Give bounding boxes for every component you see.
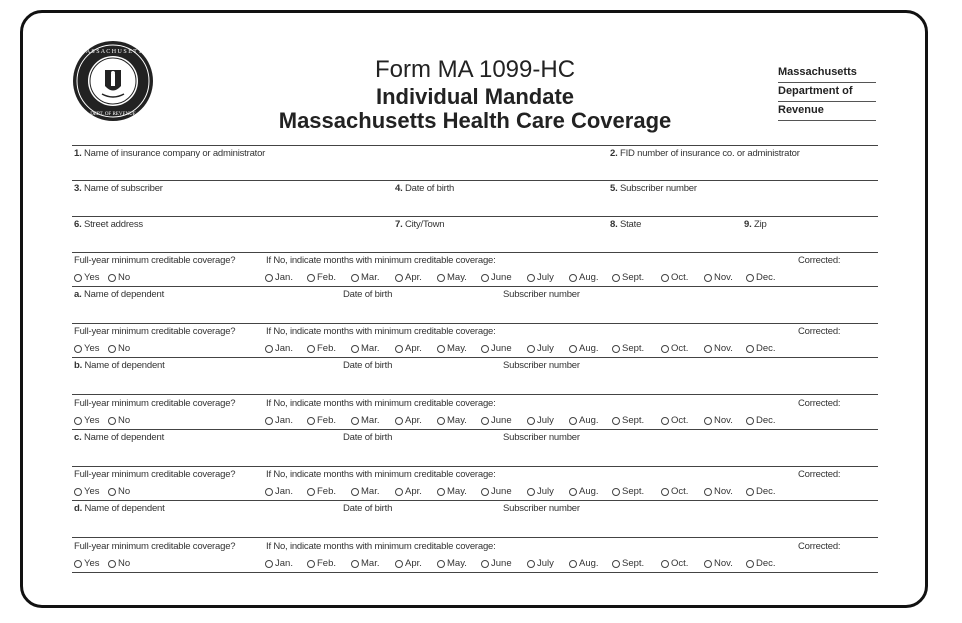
- yes-option[interactable]: [74, 343, 100, 354]
- month-option-radio[interactable]: [704, 274, 712, 282]
- month-option-text: Aug.: [579, 415, 599, 426]
- dependent-subscriber-label[interactable]: Subscriber number: [503, 503, 580, 514]
- yes-option-radio[interactable]: [74, 274, 82, 282]
- department-line-2: Department of: [778, 83, 876, 102]
- month-option[interactable]: [527, 558, 554, 569]
- month-option-text: July: [537, 272, 554, 283]
- dependent-dob-label[interactable]: Date of birth: [343, 289, 393, 300]
- no-option[interactable]: [108, 272, 130, 283]
- month-option[interactable]: [612, 343, 644, 354]
- no-option[interactable]: [108, 558, 130, 569]
- yes-option-text: Yes: [84, 486, 100, 497]
- month-option[interactable]: [395, 272, 422, 283]
- no-option-radio[interactable]: [108, 560, 116, 568]
- month-option[interactable]: [704, 415, 733, 426]
- month-option-text: May.: [447, 558, 467, 569]
- month-option[interactable]: [307, 272, 336, 283]
- yes-option-radio[interactable]: [74, 345, 82, 353]
- no-option[interactable]: [108, 343, 130, 354]
- month-option-radio[interactable]: [307, 417, 315, 425]
- month-option[interactable]: [612, 558, 644, 569]
- month-option-radio[interactable]: [481, 560, 489, 568]
- month-option-text: Apr.: [405, 272, 422, 283]
- month-option[interactable]: [351, 272, 379, 283]
- month-option-text: Nov.: [714, 486, 733, 497]
- month-option[interactable]: [437, 486, 467, 497]
- field-8-label[interactable]: 8. State: [610, 219, 642, 230]
- month-option-text: Nov.: [714, 415, 733, 426]
- month-option[interactable]: [746, 343, 776, 354]
- month-option-radio[interactable]: [704, 560, 712, 568]
- month-option[interactable]: [661, 343, 688, 354]
- month-option[interactable]: [307, 486, 336, 497]
- month-option[interactable]: [527, 486, 554, 497]
- month-option[interactable]: [704, 558, 733, 569]
- yes-option[interactable]: [74, 486, 100, 497]
- month-option-text: May.: [447, 415, 467, 426]
- rule: [72, 252, 878, 253]
- month-option-text: Apr.: [405, 343, 422, 354]
- month-option-text: Aug.: [579, 486, 599, 497]
- month-option-radio[interactable]: [612, 488, 620, 496]
- svg-text:M A S S A C H U S E T T S: M A S S A C H U S E T T S: [79, 49, 147, 55]
- month-option-radio[interactable]: [395, 345, 403, 353]
- month-option-radio[interactable]: [569, 560, 577, 568]
- month-option-text: Nov.: [714, 343, 733, 354]
- dependent-dob-label[interactable]: Date of birth: [343, 503, 393, 514]
- month-option-text: Jan.: [275, 343, 293, 354]
- month-option-text: Oct.: [671, 415, 689, 426]
- field-6-label[interactable]: 6. Street address: [74, 219, 143, 230]
- month-option-radio[interactable]: [307, 488, 315, 496]
- rule: [72, 357, 878, 358]
- month-option-text: July: [537, 486, 554, 497]
- rule: [72, 429, 878, 430]
- month-option-text: Jan.: [275, 486, 293, 497]
- department-block: [778, 64, 876, 121]
- months-question: If No, indicate months with minimum creditable coverage:: [266, 326, 496, 337]
- month-option[interactable]: [569, 486, 599, 497]
- month-option-text: Oct.: [671, 486, 689, 497]
- month-option-text: June: [491, 486, 512, 497]
- full-year-question: Full-year minimum creditable coverage?: [74, 326, 236, 337]
- month-option[interactable]: [307, 343, 336, 354]
- no-option-radio[interactable]: [108, 417, 116, 425]
- corrected-label: Corrected:: [798, 469, 841, 480]
- field-4-label[interactable]: 4. Date of birth: [395, 183, 455, 194]
- month-option-text: Jan.: [275, 415, 293, 426]
- month-option-radio[interactable]: [395, 274, 403, 282]
- month-option-text: Nov.: [714, 558, 733, 569]
- yes-option-text: Yes: [84, 558, 100, 569]
- month-option-radio[interactable]: [395, 417, 403, 425]
- month-option[interactable]: [307, 558, 336, 569]
- month-option-text: Dec.: [756, 343, 776, 354]
- month-option-text: Dec.: [756, 272, 776, 283]
- corrected-label: Corrected:: [798, 541, 841, 552]
- month-option[interactable]: [746, 486, 776, 497]
- month-option-radio[interactable]: [437, 345, 445, 353]
- no-option-text: No: [118, 343, 131, 354]
- dependent-dob-label[interactable]: Date of birth: [343, 360, 393, 371]
- month-option[interactable]: [351, 415, 379, 426]
- month-option-radio[interactable]: [527, 417, 535, 425]
- month-option-radio[interactable]: [661, 274, 669, 282]
- month-option[interactable]: [704, 343, 733, 354]
- month-option-text: Apr.: [405, 415, 422, 426]
- month-option-text: Mar.: [361, 272, 380, 283]
- month-option[interactable]: [704, 272, 733, 283]
- no-option-radio[interactable]: [108, 274, 116, 282]
- month-option[interactable]: [395, 558, 422, 569]
- month-option-radio[interactable]: [746, 274, 754, 282]
- dependent-dob-label[interactable]: Date of birth: [343, 432, 393, 443]
- dependent-name-label[interactable]: d. Name of dependent: [74, 503, 165, 514]
- dependent-subscriber-label[interactable]: Subscriber number: [503, 360, 580, 371]
- month-option[interactable]: [746, 558, 776, 569]
- month-option-radio[interactable]: [661, 417, 669, 425]
- months-question: If No, indicate months with minimum creditable coverage:: [266, 398, 496, 409]
- month-option-radio[interactable]: [746, 560, 754, 568]
- no-option-text: No: [118, 486, 131, 497]
- full-year-question: Full-year minimum creditable coverage?: [74, 541, 236, 552]
- month-option[interactable]: [351, 486, 379, 497]
- month-option-radio[interactable]: [569, 345, 577, 353]
- field-7-label[interactable]: 7. City/Town: [395, 219, 445, 230]
- month-option-text: June: [491, 558, 512, 569]
- month-option-text: Apr.: [405, 558, 422, 569]
- field-1-label[interactable]: 1. Name of insurance company or administrator: [74, 148, 266, 159]
- month-option[interactable]: [395, 486, 422, 497]
- month-option-radio[interactable]: [351, 417, 359, 425]
- month-option[interactable]: [395, 415, 422, 426]
- month-option[interactable]: [612, 415, 644, 426]
- month-option[interactable]: [351, 343, 379, 354]
- month-option-text: May.: [447, 343, 467, 354]
- month-option-radio[interactable]: [527, 345, 535, 353]
- month-option-text: Jan.: [275, 272, 293, 283]
- yes-option-text: Yes: [84, 415, 100, 426]
- no-option[interactable]: [108, 486, 130, 497]
- month-option[interactable]: [481, 415, 512, 426]
- month-option-text: Mar.: [361, 415, 380, 426]
- month-option-radio[interactable]: [704, 417, 712, 425]
- month-option-text: July: [537, 415, 554, 426]
- month-option-radio[interactable]: [307, 560, 315, 568]
- month-option-radio[interactable]: [437, 274, 445, 282]
- month-option[interactable]: [661, 415, 688, 426]
- yes-option-text: Yes: [84, 343, 100, 354]
- month-option-radio[interactable]: [481, 274, 489, 282]
- month-option-radio[interactable]: [265, 417, 273, 425]
- month-option-radio[interactable]: [307, 274, 315, 282]
- month-option-radio[interactable]: [265, 345, 273, 353]
- no-option-text: No: [118, 272, 131, 283]
- month-option-text: Aug.: [579, 343, 599, 354]
- month-option-radio[interactable]: [704, 488, 712, 496]
- month-option-text: Mar.: [361, 486, 380, 497]
- month-option-text: Dec.: [756, 486, 776, 497]
- month-option-radio[interactable]: [661, 345, 669, 353]
- yes-option[interactable]: [74, 272, 100, 283]
- month-option-text: May.: [447, 486, 467, 497]
- yes-option-radio[interactable]: [74, 488, 82, 496]
- dependent-name-label[interactable]: c. Name of dependent: [74, 432, 165, 443]
- rule: [72, 145, 878, 146]
- month-option[interactable]: [746, 415, 776, 426]
- rule: [72, 537, 878, 538]
- form-subtitle-1: Individual Mandate: [375, 84, 575, 109]
- month-option-radio[interactable]: [265, 560, 273, 568]
- month-option-text: Jan.: [275, 558, 293, 569]
- month-option[interactable]: [437, 343, 467, 354]
- month-option[interactable]: [527, 415, 554, 426]
- yes-option-radio[interactable]: [74, 560, 82, 568]
- department-line-1: Massachusetts: [778, 64, 876, 83]
- month-option-text: Sept.: [622, 486, 645, 497]
- month-option[interactable]: [481, 343, 512, 354]
- rule: [72, 466, 878, 467]
- corrected-label: Corrected:: [798, 326, 841, 337]
- full-year-question: Full-year minimum creditable coverage?: [74, 398, 236, 409]
- month-option-radio[interactable]: [612, 560, 620, 568]
- month-option-text: Feb.: [317, 272, 337, 283]
- month-option-radio[interactable]: [661, 560, 669, 568]
- months-question: If No, indicate months with minimum creditable coverage:: [266, 541, 496, 552]
- month-option-radio[interactable]: [437, 488, 445, 496]
- month-option-radio[interactable]: [612, 345, 620, 353]
- month-option-text: Oct.: [671, 272, 689, 283]
- month-option[interactable]: [527, 343, 554, 354]
- month-option-radio[interactable]: [612, 417, 620, 425]
- yes-option-radio[interactable]: [74, 417, 82, 425]
- month-option[interactable]: [569, 343, 599, 354]
- month-option-text: Aug.: [579, 558, 599, 569]
- month-option[interactable]: [661, 558, 688, 569]
- month-option-text: Dec.: [756, 415, 776, 426]
- month-option-radio[interactable]: [395, 560, 403, 568]
- month-option-radio[interactable]: [437, 417, 445, 425]
- month-option-radio[interactable]: [746, 345, 754, 353]
- month-option-radio[interactable]: [265, 488, 273, 496]
- month-option-radio[interactable]: [481, 488, 489, 496]
- month-option-text: Nov.: [714, 272, 733, 283]
- yes-option-text: Yes: [84, 272, 100, 283]
- no-option-radio[interactable]: [108, 488, 116, 496]
- month-option[interactable]: [265, 272, 293, 283]
- month-option[interactable]: [395, 343, 422, 354]
- month-option[interactable]: [481, 558, 512, 569]
- month-option-radio[interactable]: [661, 488, 669, 496]
- month-option-radio[interactable]: [265, 274, 273, 282]
- no-option-text: No: [118, 415, 131, 426]
- month-option[interactable]: [661, 486, 688, 497]
- month-option[interactable]: [661, 272, 688, 283]
- month-option-text: Sept.: [622, 415, 645, 426]
- dependent-name-label[interactable]: b. Name of dependent: [74, 360, 165, 371]
- month-option[interactable]: [265, 343, 293, 354]
- month-option[interactable]: [569, 558, 599, 569]
- month-option-text: Oct.: [671, 343, 689, 354]
- month-option-text: Aug.: [579, 272, 599, 283]
- massachusetts-seal-icon: [72, 40, 154, 122]
- month-option[interactable]: [265, 415, 293, 426]
- month-option-text: Feb.: [317, 343, 337, 354]
- month-option-radio[interactable]: [481, 417, 489, 425]
- field-3-label[interactable]: 3. Name of subscriber: [74, 183, 163, 194]
- yes-option[interactable]: [74, 558, 100, 569]
- month-option-text: Dec.: [756, 558, 776, 569]
- month-option-text: July: [537, 343, 554, 354]
- month-option-text: Mar.: [361, 343, 380, 354]
- corrected-label: Corrected:: [798, 255, 841, 266]
- dependent-subscriber-label[interactable]: Subscriber number: [503, 289, 580, 300]
- month-option-radio[interactable]: [351, 274, 359, 282]
- month-option-radio[interactable]: [527, 274, 535, 282]
- month-option-text: May.: [447, 272, 467, 283]
- month-option-text: Oct.: [671, 558, 689, 569]
- form-subtitle-2: Massachusetts Health Care Coverage: [278, 108, 672, 133]
- month-option-radio[interactable]: [569, 488, 577, 496]
- month-option-radio[interactable]: [527, 560, 535, 568]
- month-option[interactable]: [746, 272, 776, 283]
- rule: [72, 216, 878, 217]
- month-option-radio[interactable]: [527, 488, 535, 496]
- rule: [72, 394, 878, 395]
- month-option-radio[interactable]: [569, 417, 577, 425]
- no-option-radio[interactable]: [108, 345, 116, 353]
- month-option-text: Feb.: [317, 486, 337, 497]
- month-option-text: Sept.: [622, 343, 645, 354]
- month-option-text: Sept.: [622, 272, 645, 283]
- month-option[interactable]: [437, 272, 467, 283]
- rule: [72, 323, 878, 324]
- form-title: Form MA 1099-HC: [374, 56, 576, 83]
- no-option[interactable]: [108, 415, 130, 426]
- month-option[interactable]: [437, 558, 467, 569]
- month-option[interactable]: [351, 558, 379, 569]
- no-option-text: No: [118, 558, 131, 569]
- month-option[interactable]: [612, 272, 644, 283]
- month-option[interactable]: [569, 272, 599, 283]
- month-option[interactable]: [704, 486, 733, 497]
- month-option-radio[interactable]: [746, 488, 754, 496]
- field-5-label[interactable]: 5. Subscriber number: [610, 183, 697, 194]
- month-option-text: June: [491, 343, 512, 354]
- months-question: If No, indicate months with minimum creditable coverage:: [266, 469, 496, 480]
- month-option-text: Sept.: [622, 558, 645, 569]
- month-option[interactable]: [569, 415, 599, 426]
- months-question: If No, indicate months with minimum creditable coverage:: [266, 255, 496, 266]
- month-option-radio[interactable]: [395, 488, 403, 496]
- full-year-question: Full-year minimum creditable coverage?: [74, 255, 236, 266]
- month-option[interactable]: [265, 486, 293, 497]
- month-option-text: Apr.: [405, 486, 422, 497]
- month-option-text: Feb.: [317, 558, 337, 569]
- field-9-label[interactable]: 9. Zip: [744, 219, 767, 230]
- month-option-text: June: [491, 415, 512, 426]
- month-option-text: July: [537, 558, 554, 569]
- month-option[interactable]: [307, 415, 336, 426]
- month-option[interactable]: [437, 415, 467, 426]
- department-line-3: Revenue: [778, 102, 876, 121]
- dependent-subscriber-label[interactable]: Subscriber number: [503, 432, 580, 443]
- month-option[interactable]: [612, 486, 644, 497]
- field-2-label[interactable]: 2. FID number of insurance co. or administrator: [610, 148, 800, 159]
- rule: [72, 180, 878, 181]
- svg-text:DEPT. OF REVENUE: DEPT. OF REVENUE: [90, 112, 136, 117]
- month-option-radio[interactable]: [704, 345, 712, 353]
- month-option-radio[interactable]: [351, 488, 359, 496]
- dependent-name-label[interactable]: a. Name of dependent: [74, 289, 165, 300]
- month-option[interactable]: [481, 486, 512, 497]
- corrected-label: Corrected:: [798, 398, 841, 409]
- rule: [72, 572, 878, 573]
- rule: [72, 286, 878, 287]
- month-option-radio[interactable]: [307, 345, 315, 353]
- month-option[interactable]: [527, 272, 554, 283]
- full-year-question: Full-year minimum creditable coverage?: [74, 469, 236, 480]
- month-option[interactable]: [481, 272, 512, 283]
- rule: [72, 500, 878, 501]
- month-option-text: June: [491, 272, 512, 283]
- month-option-radio[interactable]: [746, 417, 754, 425]
- month-option-radio[interactable]: [481, 345, 489, 353]
- month-option-text: Mar.: [361, 558, 380, 569]
- month-option-text: Feb.: [317, 415, 337, 426]
- month-option-radio[interactable]: [612, 274, 620, 282]
- month-option-radio[interactable]: [569, 274, 577, 282]
- month-option-radio[interactable]: [437, 560, 445, 568]
- month-option-radio[interactable]: [351, 345, 359, 353]
- yes-option[interactable]: [74, 415, 100, 426]
- month-option-radio[interactable]: [351, 560, 359, 568]
- month-option[interactable]: [265, 558, 293, 569]
